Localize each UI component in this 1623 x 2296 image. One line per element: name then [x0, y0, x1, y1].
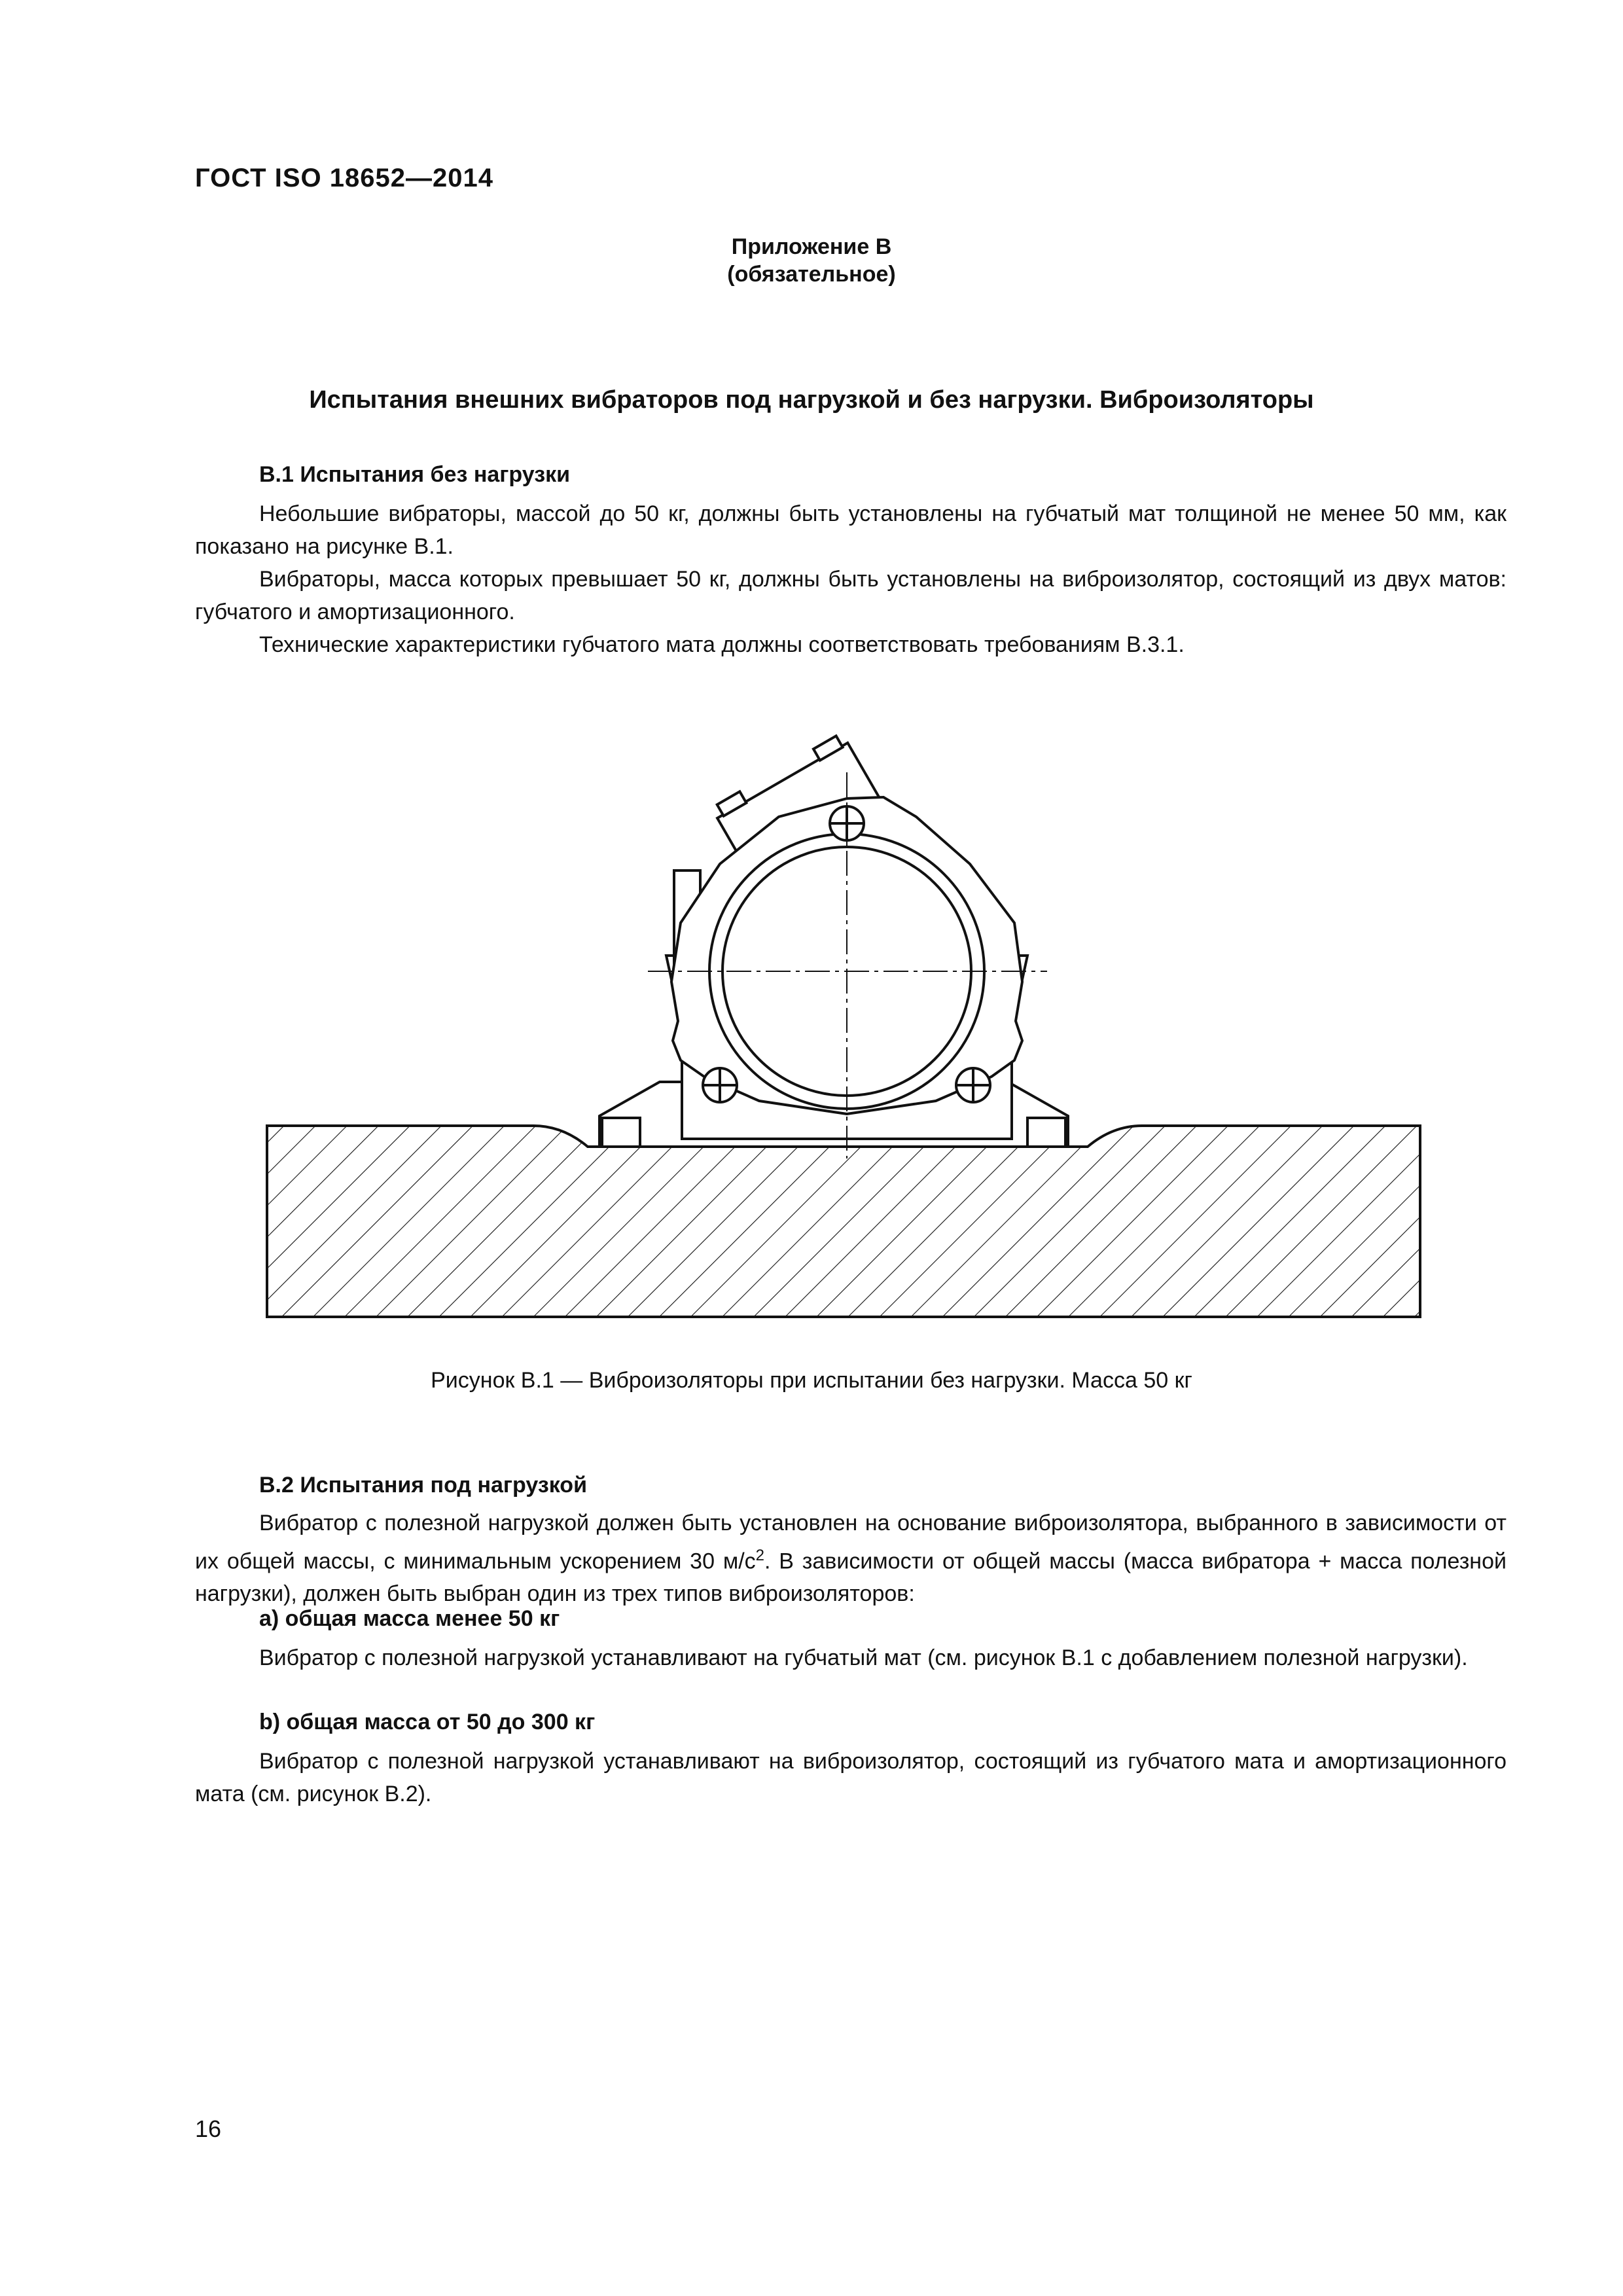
vibrator-body: [599, 732, 1068, 1147]
figure-b1-drawing: [262, 707, 1440, 1329]
section-b2-heading: В.2 Испытания под нагрузкой: [259, 1473, 587, 1498]
sponge-mat: [267, 1126, 1420, 1317]
section-b1-paragraph-3: Технические характеристики губчатого мата должны соответствовать требованиям В.3.1.: [259, 632, 1185, 657]
item-b-heading: b) общая масса от 50 до 300 кг: [259, 1710, 596, 1734]
section-b1-paragraph-2: Вибраторы, масса которых превышает 50 кг, должны быть установлены на виброизолятор, состоящий из двух матов: губчатого и амортизационного.: [195, 567, 1507, 624]
section-b1-heading: В.1 Испытания без нагрузки: [259, 462, 571, 487]
document-header: ГОСТ ISO 18652—2014: [195, 164, 493, 192]
appendix-label: Приложение В: [731, 234, 892, 259]
figure-caption: Рисунок В.1 — Виброизоляторы при испытании без нагрузки. Масса 50 кг: [431, 1368, 1192, 1393]
section-b1-paragraph-1: Небольшие вибраторы, массой до 50 кг, должны быть установлены на губчатый мат толщиной не менее 50 мм, как показано на рисунке В.1.: [195, 501, 1507, 559]
appendix-status: (обязательное): [727, 262, 896, 287]
appendix-title: Испытания внешних вибраторов под нагрузкой и без нагрузки. Виброизоляторы: [309, 386, 1314, 414]
item-b-text: Вибратор с полезной нагрузкой устанавливают на виброизолятор, состоящий из губчатого мата и амортизационного мата (см. рисунок В.2).: [195, 1749, 1507, 1806]
page-number: 16: [195, 2115, 222, 2142]
item-a-heading: а) общая масса менее 50 кг: [259, 1606, 560, 1631]
section-b2-paragraph-1: Вибратор с полезной нагрузкой должен быть установлен на основание виброизолятора, выбранного в зависимости от их общей массы, с минимальным ускорением 30 $м/с^2$. В зависимости от общей массы (масса вибратора + масса полезной нагрузки), должен быть выбран один из трех типов виброизоляторов:: [195, 1511, 1507, 1607]
item-a-text: Вибратор с полезной нагрузкой устанавливают на губчатый мат (см. рисунок В.1 с добавлением полезной нагрузки).: [259, 1645, 1468, 1670]
